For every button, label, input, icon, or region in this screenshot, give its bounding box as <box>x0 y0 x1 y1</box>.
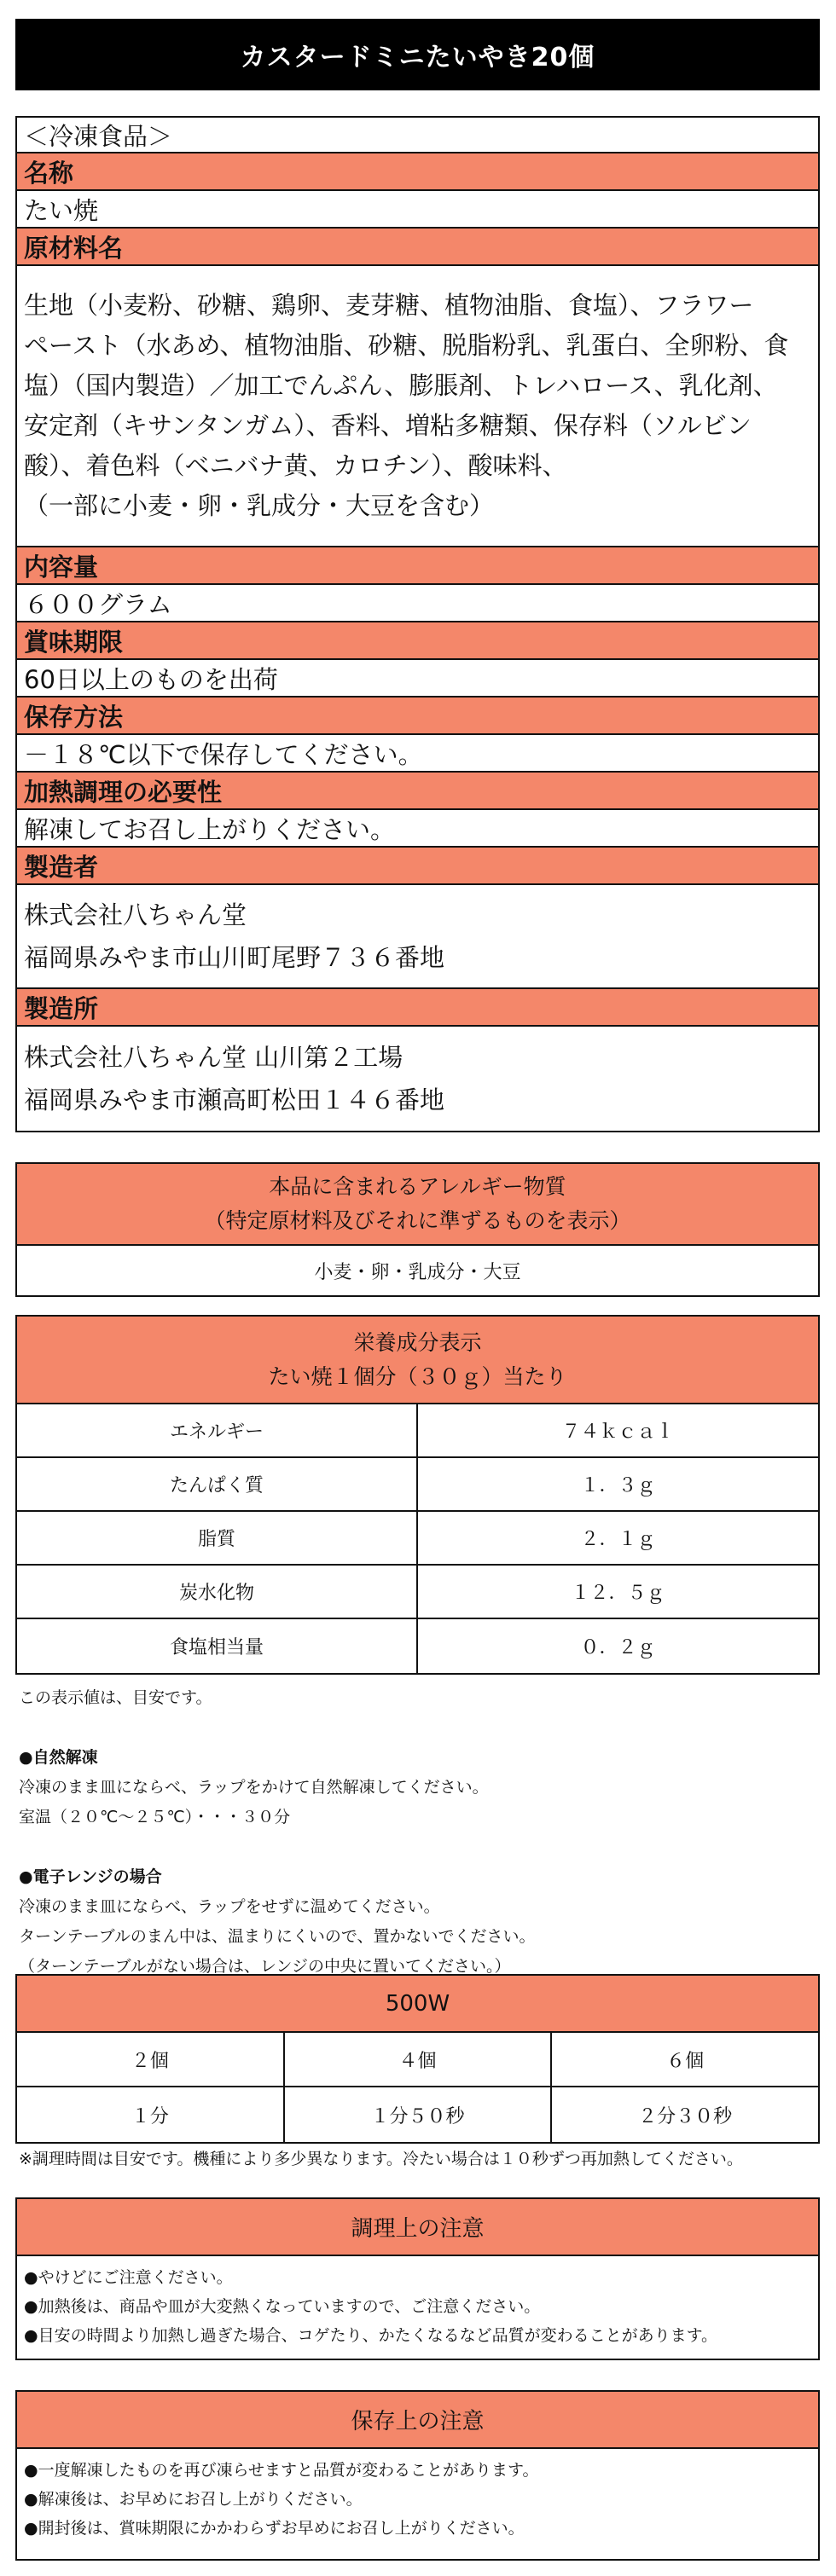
name-value: たい焼 <box>17 191 818 229</box>
nutrient-value: ２．１ｇ <box>580 1529 656 1550</box>
nutrition-table <box>15 1315 820 1675</box>
category-row: ＜冷凍食品＞ <box>17 118 818 153</box>
list-item: ●やけどにご注意ください。 <box>24 2268 233 2287</box>
ingredients-line: 安定剤（キサンタンガム）、香料、増粘多糖類、保存料（ソルビン <box>24 411 752 440</box>
piece-count: ２個 <box>17 2033 285 2086</box>
nutrient-value: １２．５ｇ <box>571 1583 665 1604</box>
natural-thaw-title: ●自然解凍 <box>19 1748 98 1767</box>
factory-header: 製造所 <box>17 989 818 1027</box>
ingredients-line: 酸）、着色料（ベニバナ黄、カロチン）、酸味料、 <box>24 451 567 480</box>
content-value: ６００グラム <box>17 585 818 622</box>
name-header: 名称 <box>17 153 818 191</box>
wattage-header: 500W <box>17 1976 818 2033</box>
disclaimer: この表示値は、目安です。 <box>19 1688 212 1707</box>
microwave-title: ●電子レンジの場合 <box>19 1867 162 1886</box>
table-row <box>17 2033 818 2087</box>
maker-line: 福岡県みやま市山川町尾野７３６番地 <box>24 943 445 972</box>
allergy-items: 小麦・卵・乳成分・大豆 <box>314 1261 521 1283</box>
page-title: カスタードミニたいやき20個 <box>15 19 820 90</box>
table-row <box>17 1619 818 1673</box>
list-item: ●解凍後は、お早めにお召し上がりください。 <box>24 2490 363 2509</box>
allergy-header <box>17 1164 818 1246</box>
ingredients-line: 塩）（国内製造）／加工でんぷん、膨脹剤、トレハロース、乳化剤、 <box>24 371 778 400</box>
allergy-title: 本品に含まれるアレルギー物質 <box>269 1174 566 1199</box>
factory-line: 福岡県みやま市瀬高町松田１４６番地 <box>24 1085 445 1114</box>
table-row <box>17 1458 818 1512</box>
heating-time: １分 <box>17 2087 285 2142</box>
table-row <box>17 1566 818 1619</box>
heating-time: １分５０秒 <box>285 2087 553 2142</box>
storage-header: 保存方法 <box>17 698 818 735</box>
nutrient-value: ０．２ｇ <box>580 1637 656 1658</box>
heating-time: ２分３０秒 <box>638 2105 733 2127</box>
cooking-caution-box <box>15 2197 820 2360</box>
maker-value <box>17 885 818 989</box>
expiry-header: 賞味期限 <box>17 622 818 660</box>
piece-count: ４個 <box>285 2033 553 2086</box>
factory-value <box>17 1027 818 1131</box>
microwave-time-table <box>15 1974 820 2144</box>
nutrition-serving: たい焼１個分（３０ｇ）当たり <box>268 1363 567 1389</box>
list-item: ●加熱後は、商品や皿が大変熱くなっていますので、ご注意ください。 <box>24 2297 541 2316</box>
thawing-instructions <box>19 1683 821 1982</box>
nutrient-name: 食塩相当量 <box>17 1619 418 1673</box>
microwave-line: （ターンテーブルがない場合は、レンジの中央に置いてください。） <box>19 1957 511 1976</box>
microwave-line: 冷凍のまま皿にならべ、ラップをせずに温めてください。 <box>19 1897 440 1916</box>
piece-count: ６個 <box>666 2050 705 2072</box>
list-item: ●開封後は、賞味期限にかかわらずお早めにお召し上がりください。 <box>24 2519 525 2538</box>
nutrient-name: たんぱく質 <box>17 1458 418 1510</box>
ingredients-header: 原材料名 <box>17 229 818 266</box>
heating-header: 加熱調理の必要性 <box>17 773 818 810</box>
cooking-caution-body <box>17 2256 818 2350</box>
list-item: ●目安の時間より加熱し過ぎた場合、コゲたり、かたくなるなど品質が変わることがあります。 <box>24 2326 718 2345</box>
allergy-subtitle: （特定原材料及びそれに準ずるものを表示） <box>204 1208 631 1233</box>
table-row <box>17 1404 818 1458</box>
nutrient-value: １．３ｇ <box>580 1475 656 1496</box>
storage-caution-header: 保存上の注意 <box>17 2392 818 2449</box>
storage-caution-body <box>17 2449 818 2543</box>
factory-line: 株式会社八ちゃん堂 山川第２工場 <box>24 1043 403 1072</box>
ingredients-value <box>17 266 818 547</box>
heating-value: 解凍してお召し上がりください。 <box>17 810 818 848</box>
nutrient-value: ７４ｋｃａｌ <box>561 1421 675 1443</box>
list-item: ●一度解凍したものを再び凍らせますと品質が変わることがあります。 <box>24 2461 539 2480</box>
cooking-caution-header: 調理上の注意 <box>17 2199 818 2256</box>
nutrient-name: 脂質 <box>17 1512 418 1564</box>
natural-thaw-line: 室温（２０℃～２５℃）・・・３０分 <box>19 1808 291 1826</box>
storage-value: －１８℃以下で保存してください。 <box>17 735 818 773</box>
ingredients-line: 生地（小麦粉、砂糖、鶏卵、麦芽糖、植物油脂、食塩）、フラワー <box>24 291 754 320</box>
table-row <box>17 1512 818 1566</box>
expiry-value: 60日以上のものを出荷 <box>17 660 818 698</box>
allergy-box <box>15 1162 820 1297</box>
product-label-table <box>15 116 820 1132</box>
nutrition-title: 栄養成分表示 <box>353 1329 482 1355</box>
ingredients-line: ペースト（水あめ、植物油脂、砂糖、脱脂粉乳、乳蛋白、全卵粉、食 <box>24 331 789 360</box>
nutrient-name: エネルギー <box>17 1404 418 1456</box>
content-header: 内容量 <box>17 547 818 585</box>
storage-caution-box <box>15 2390 820 2561</box>
microwave-line: ターンテーブルのまん中は、温まりにくいので、置かないでください。 <box>19 1927 536 1946</box>
maker-line: 株式会社八ちゃん堂 <box>24 900 247 929</box>
cook-time-note: ※調理時間は目安です。機種により多少異なります。冷たい場合は１０秒ずつ再加熱してください。 <box>19 2150 743 2168</box>
table-row <box>17 2087 818 2142</box>
nutrition-header <box>17 1317 818 1404</box>
nutrient-name: 炭水化物 <box>17 1566 418 1618</box>
natural-thaw-line: 冷凍のまま皿にならべ、ラップをかけて自然解凍してください。 <box>19 1778 489 1797</box>
ingredients-line: （一部に小麦・卵・乳成分・大豆を含む） <box>24 491 495 520</box>
maker-header: 製造者 <box>17 848 818 885</box>
